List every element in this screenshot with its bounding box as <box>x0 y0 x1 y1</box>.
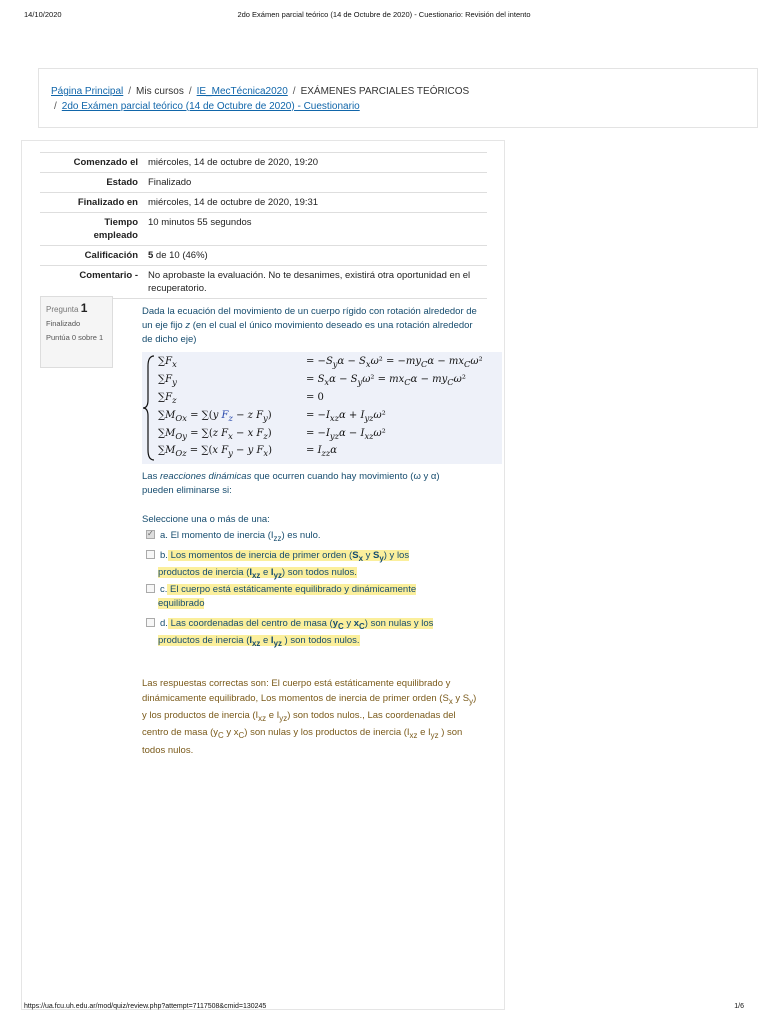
question-text-a: Dada la ecuación del movimiento de un cuerpo rígido con rotación alrededor de un eje fijo <box>142 306 477 331</box>
question-text <box>142 305 477 347</box>
summary-row-state <box>40 173 487 193</box>
summary-label: Comentario - <box>79 270 138 281</box>
grade-score: 5 <box>148 250 154 261</box>
summary-value: 10 minutos 55 segundos <box>148 217 252 228</box>
reactions-pre: Las <box>142 471 158 482</box>
equations-block <box>142 352 502 464</box>
option-b-text-line2: productos de inercia ($I_{xz}$ e $I_{yz}$) son todos nulos. <box>158 566 357 580</box>
option-letter: c. <box>160 584 168 595</box>
summary-row-started <box>40 153 487 173</box>
attempt-summary-table <box>40 152 487 299</box>
option-letter: d. <box>160 618 168 629</box>
summary-value: miércoles, 14 de octubre de 2020, 19:31 <box>148 197 319 208</box>
equation-fy-rhs: = $S_x\alpha - S_y\omega^2 = mx_C\alpha - my_C\omega^2$ <box>306 374 466 387</box>
breadcrumb-separator: / <box>54 101 57 112</box>
breadcrumb-course-link[interactable]: IE_MecTécnica2020 <box>196 86 288 97</box>
breadcrumb-quiz-link[interactable]: 2do Exámen parcial teórico (14 de Octubre de 2020) - Cuestionario <box>61 101 360 112</box>
equation-fy: $\sum F_y$ <box>158 374 177 387</box>
breadcrumb-section[interactable]: EXÁMENES PARCIALES TEÓRICOS <box>300 86 470 97</box>
option-letter: a. <box>160 530 168 541</box>
equation-fx: $\sum F_x$ <box>158 356 177 369</box>
print-page-number: 1/6 <box>734 1003 744 1010</box>
option-b-text: Los momentos de inercia de primer orden ($S_x$ y $S_y$) y los <box>167 550 410 563</box>
summary-row-grade <box>40 246 487 266</box>
summary-value <box>142 246 487 266</box>
summary-value: miércoles, 14 de octubre de 2020, 19:20 <box>148 157 319 168</box>
breadcrumb <box>51 84 741 114</box>
option-c-checkbox[interactable] <box>146 584 155 593</box>
breadcrumb-home-link[interactable]: Página Principal <box>51 86 124 97</box>
question-state: Finalizado <box>46 319 81 328</box>
option-letter: b. <box>160 550 168 561</box>
equation-fx-rhs: = $-S_y\alpha - S_x\omega^2 = -my_C\alpha - mx_C\omega^2$ <box>306 356 483 369</box>
option-b-checkbox[interactable] <box>146 550 155 559</box>
summary-row-time <box>40 213 487 246</box>
equation-moy: $\sum M_{Oy} = \sum(z$ $F_x - x$ $F_z$) <box>158 428 272 441</box>
reactions-post: que ocurren cuando hay movimiento (ω y α) pueden eliminarse si: <box>142 471 440 496</box>
question-axis: z <box>185 320 191 331</box>
select-prompt: Seleccione una o más de una: <box>142 514 270 525</box>
option-d-text-line2: productos de inercia ($I_{xz}$ e $I_{yz}$ ) son todos nulos. <box>158 634 360 648</box>
summary-label: Calificación <box>84 250 138 261</box>
equation-moz-rhs: = $I_{zz}\alpha$ <box>306 445 338 458</box>
option-a[interactable] <box>146 529 321 546</box>
breadcrumb-card <box>38 68 758 128</box>
breadcrumb-separator: / <box>292 86 296 97</box>
reactions-emphasis: reacciones dinámicas <box>159 471 252 482</box>
print-date: 14/10/2020 <box>24 10 62 19</box>
correct-answer-feedback: Las respuestas correctas son: El cuerpo está estáticamente equilibrado y dinámicamente equilibrado, Los momentos de inercia de primer orden ($S_x$ y $S_y$) y los productos de inercia ($I_{xz}$ e $I_{yz}$) son todos nulos., Las coordenadas del centro de masa ($y_C$ y $x_C$) son nulas y los productos de inercia ($I_{xz}$ e $I_{yz}$ ) son todos nulos. <box>142 678 477 756</box>
breadcrumb-my-courses[interactable]: Mis cursos <box>136 86 184 97</box>
summary-label: Finalizado en <box>77 197 138 208</box>
question-text-b: (en el cual el único movimiento deseado es una rotación alrededor de dicho eje) <box>142 320 473 345</box>
print-url: https://ua.fcu.uh.edu.ar/mod/quiz/review.php?attempt=7117508&cmid=130245 <box>24 1003 267 1010</box>
option-d[interactable] <box>146 617 433 651</box>
summary-value: No aprobaste la evaluación. No te desanimes, existirá otra oportunidad en el recuperatorio. <box>148 270 471 294</box>
option-c[interactable] <box>146 583 416 611</box>
summary-value: Finalizado <box>148 177 192 188</box>
summary-label: Estado <box>106 177 138 188</box>
option-d-text: Las coordenadas del centro de masa ($y_C$ y $x_C$) son nulas y los <box>167 618 434 631</box>
summary-row-finished <box>40 193 487 213</box>
question-info-box <box>40 296 113 368</box>
summary-label: Comenzado el <box>73 157 138 168</box>
option-a-text: El momento de inercia $(I_{zz})$ es nulo. <box>170 530 321 543</box>
question-label: Pregunta <box>46 305 79 314</box>
equation-fz: $\sum F_z$ <box>158 392 177 405</box>
equation-mox-rhs: = $-I_{xz}\alpha + I_{yz}\omega^2$ <box>306 410 386 423</box>
print-doc-title: 2do Exámen parcial teórico (14 de Octubre de 2020) - Cuestionario: Revisión del intento <box>237 10 531 19</box>
option-c-text-line2: equilibrado <box>158 598 205 609</box>
option-c-text: El cuerpo está estáticamente equilibrado y dinámicamente <box>167 584 417 595</box>
summary-row-comment <box>40 266 487 299</box>
option-b[interactable] <box>146 549 409 583</box>
grade-rest: de 10 (46%) <box>153 250 208 261</box>
question-score: Puntúa 0 sobre 1 <box>46 333 104 342</box>
breadcrumb-separator: / <box>188 86 192 97</box>
reactions-text <box>142 470 472 498</box>
option-a-checkbox[interactable] <box>146 530 155 539</box>
question-number-value: 1 <box>80 301 88 315</box>
summary-label: Tiempo empleado <box>93 217 138 241</box>
question-number <box>46 301 88 315</box>
equation-fz-rhs: = 0 <box>306 392 324 403</box>
equation-moy-rhs: = $-I_{yz}\alpha - I_{xz}\omega^2$ <box>306 428 386 441</box>
option-d-checkbox[interactable] <box>146 618 155 627</box>
equation-mox: $\sum M_{Ox} = \sum(y$ $F_z - z$ $F_y$) <box>158 410 272 423</box>
breadcrumb-separator: / <box>128 86 132 97</box>
equation-moz: $\sum M_{Oz} = \sum(x$ $F_y - y$ $F_x$) <box>158 445 273 458</box>
